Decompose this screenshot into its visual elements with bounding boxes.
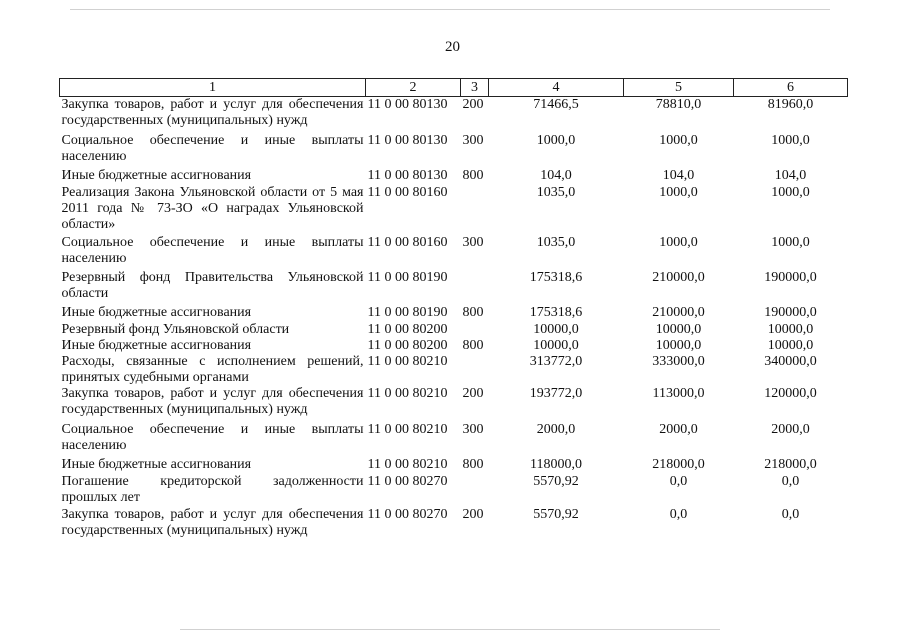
row-name-cell: Иные бюджетные ассигнования xyxy=(61,305,252,320)
row-value-col6: 0,0 xyxy=(781,474,800,489)
budget-table xyxy=(59,78,848,539)
row-value-col5: 2000,0 xyxy=(659,422,698,437)
row-name-cell: Закупка товаров, работ и услуг для обеспечения государственных (муниципальных) нужд xyxy=(61,97,364,128)
row-name-cell: Закупка товаров, работ и услуг для обеспечения государственных (муниципальных) нужд xyxy=(61,386,364,417)
row-value-col6: 190000,0 xyxy=(764,305,817,320)
row-name-cell: Расходы, связанные с исполнением решений, принятых судебными органами xyxy=(61,354,364,385)
row-value-col6: 120000,0 xyxy=(764,386,817,401)
row-value-col6: 1000,0 xyxy=(771,235,810,250)
column-header-6: 6 xyxy=(734,79,848,97)
row-code-cell: 11 0 00 80270 xyxy=(367,507,448,522)
table-row xyxy=(60,97,848,134)
row-value-col6: 104,0 xyxy=(774,168,807,183)
row-code-cell: 11 0 00 80210 xyxy=(367,422,448,437)
row-type-cell: 800 xyxy=(462,338,484,353)
row-name-cell: Иные бюджетные ассигнования xyxy=(61,168,252,183)
row-value-col5: 0,0 xyxy=(669,507,688,522)
row-value-col4: 1035,0 xyxy=(536,235,576,250)
row-code-cell: 11 0 00 80160 xyxy=(367,235,448,250)
row-name-cell: Иные бюджетные ассигнования xyxy=(61,457,252,472)
column-header-row xyxy=(60,79,848,97)
row-code-cell: 11 0 00 80210 xyxy=(367,354,448,369)
table-row xyxy=(60,185,848,235)
row-name-cell: Иные бюджетные ассигнования xyxy=(61,338,252,353)
row-value-col6: 1000,0 xyxy=(771,185,810,200)
row-type-cell: 800 xyxy=(462,457,484,472)
row-code-cell: 11 0 00 80130 xyxy=(367,168,448,183)
row-value-col5: 10000,0 xyxy=(655,322,702,337)
row-type-cell: 200 xyxy=(462,507,484,522)
row-type-cell: 300 xyxy=(462,235,484,250)
table-row xyxy=(60,305,848,322)
row-value-col4: 175318,6 xyxy=(529,270,583,285)
row-type-cell xyxy=(461,322,489,338)
row-name-cell: Закупка товаров, работ и услуг для обеспечения государственных (муниципальных) нужд xyxy=(61,507,364,538)
row-type-cell xyxy=(461,185,489,235)
row-value-col4: 313772,0 xyxy=(529,354,583,369)
row-type-cell xyxy=(461,474,489,507)
row-code-cell: 11 0 00 80210 xyxy=(367,457,448,472)
row-value-col4: 104,0 xyxy=(540,168,572,183)
row-value-col5: 218000,0 xyxy=(652,457,705,472)
row-type-cell: 800 xyxy=(462,168,484,183)
table-row xyxy=(60,322,848,338)
table-row xyxy=(60,354,848,386)
row-value-col4: 175318,6 xyxy=(529,305,583,320)
row-type-cell: 300 xyxy=(462,422,484,437)
row-code-cell: 11 0 00 80190 xyxy=(367,305,448,320)
row-value-col4: 10000,0 xyxy=(533,322,579,337)
row-value-col5: 0,0 xyxy=(669,474,688,489)
row-type-cell xyxy=(461,354,489,386)
table-row xyxy=(60,457,848,474)
row-type-cell: 200 xyxy=(462,386,484,401)
row-value-col6: 1000,0 xyxy=(771,133,810,148)
column-header-5: 5 xyxy=(624,79,734,97)
row-code-cell: 11 0 00 80160 xyxy=(367,185,448,200)
row-name-cell: Погашение кредиторской задолженности прошлых лет xyxy=(61,474,364,505)
row-value-col6: 2000,0 xyxy=(771,422,810,437)
row-value-col5: 333000,0 xyxy=(652,354,705,369)
row-type-cell: 800 xyxy=(462,305,484,320)
column-header-4: 4 xyxy=(489,79,624,97)
row-name-cell: Резервный фонд Правительства Ульяновской области xyxy=(61,270,364,301)
row-value-col5: 78810,0 xyxy=(655,97,702,112)
row-name-cell: Резервный фонд Ульяновской области xyxy=(61,322,290,337)
row-name-cell: Социальное обеспечение и иные выплаты населению xyxy=(61,422,364,453)
row-code-cell: 11 0 00 80190 xyxy=(367,270,448,285)
table-row xyxy=(60,422,848,457)
row-value-col5: 1000,0 xyxy=(659,235,698,250)
table-row xyxy=(60,338,848,354)
row-value-col4: 2000,0 xyxy=(536,422,576,437)
row-value-col4: 193772,0 xyxy=(529,386,583,401)
row-name-cell: Реализация Закона Ульяновской области от 5 мая 2011 года № 73-ЗО «О наградах Ульяновской области» xyxy=(61,185,364,232)
row-value-col5: 113000,0 xyxy=(652,386,705,401)
scan-artifact xyxy=(70,9,830,10)
row-value-col6: 340000,0 xyxy=(764,354,817,369)
table-row xyxy=(60,168,848,185)
row-value-col4: 1000,0 xyxy=(536,133,576,148)
column-header-3: 3 xyxy=(461,79,489,97)
row-code-cell: 11 0 00 80200 xyxy=(367,322,448,337)
table-row xyxy=(60,474,848,507)
row-value-col5: 210000,0 xyxy=(652,305,705,320)
row-value-col5: 104,0 xyxy=(662,168,695,183)
row-value-col6: 10000,0 xyxy=(767,338,814,353)
table-row xyxy=(60,235,848,270)
row-code-cell: 11 0 00 80130 xyxy=(367,97,448,112)
table-row xyxy=(60,507,848,539)
row-value-col6: 218000,0 xyxy=(764,457,817,472)
row-name-cell: Социальное обеспечение и иные выплаты населению xyxy=(61,133,364,164)
row-value-col4: 5570,92 xyxy=(533,474,579,489)
table-row xyxy=(60,270,848,305)
column-header-1: 1 xyxy=(60,79,366,97)
row-value-col4: 118000,0 xyxy=(530,457,582,472)
row-name-cell: Социальное обеспечение и иные выплаты населению xyxy=(61,235,364,266)
row-value-col4: 5570,92 xyxy=(533,507,579,522)
row-code-cell: 11 0 00 80200 xyxy=(367,338,448,353)
row-value-col6: 81960,0 xyxy=(767,97,814,112)
row-value-col5: 10000,0 xyxy=(655,338,702,353)
row-value-col4: 71466,5 xyxy=(533,97,579,112)
row-type-cell xyxy=(461,270,489,305)
row-code-cell: 11 0 00 80270 xyxy=(367,474,448,489)
row-value-col5: 1000,0 xyxy=(659,133,698,148)
row-value-col4: 10000,0 xyxy=(533,338,579,353)
row-value-col5: 210000,0 xyxy=(652,270,705,285)
table-row xyxy=(60,133,848,168)
page-number: 20 xyxy=(445,39,460,55)
row-value-col6: 190000,0 xyxy=(764,270,817,285)
row-value-col4: 1035,0 xyxy=(536,185,576,200)
column-header-2: 2 xyxy=(366,79,461,97)
row-value-col6: 10000,0 xyxy=(767,322,814,337)
table-body xyxy=(60,97,848,540)
row-type-cell: 300 xyxy=(462,133,484,148)
scan-artifact xyxy=(180,629,720,630)
table-row xyxy=(60,386,848,422)
row-code-cell: 11 0 00 80210 xyxy=(367,386,448,401)
row-type-cell: 200 xyxy=(462,97,484,112)
row-value-col5: 1000,0 xyxy=(659,185,698,200)
row-code-cell: 11 0 00 80130 xyxy=(367,133,448,148)
row-value-col6: 0,0 xyxy=(781,507,800,522)
